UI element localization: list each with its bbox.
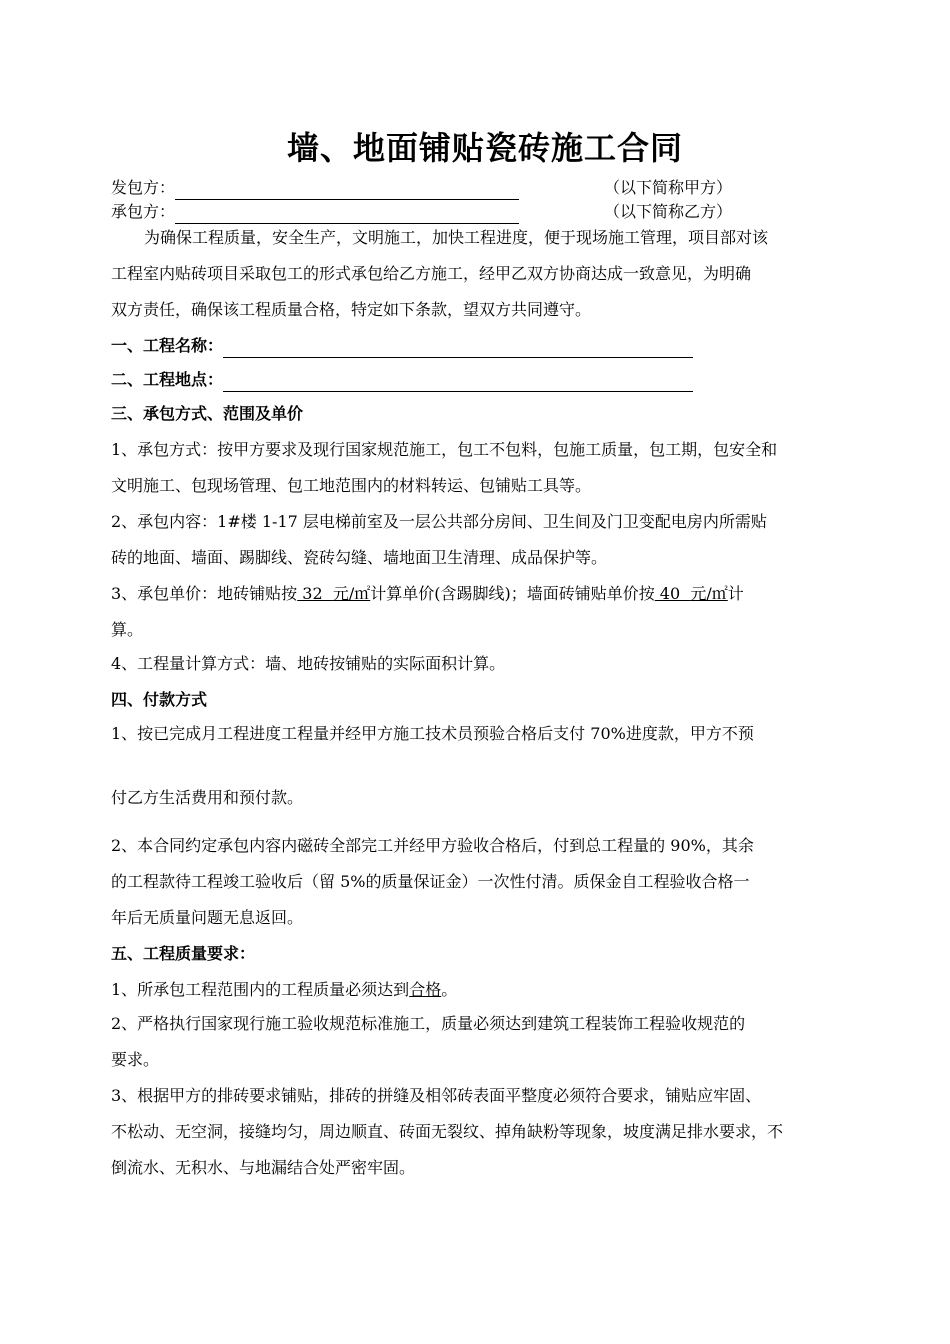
unit-price-middle: 计算单价(含踢脚线)；墙面砖铺贴单价按: [370, 584, 655, 603]
project-location-blank[interactable]: [223, 372, 693, 392]
section-3-item-4: 4、工程量计算方式：墙、地砖按铺贴的实际面积计算。: [111, 654, 506, 673]
section-4-item-2-line-1: 2、本合同约定承包内容内磁砖全部完工并经甲方验收合格后，付到总工程量的 90%，其余: [111, 836, 754, 855]
section-3-item-1-line-2: 文明施工、包现场管理、包工地范围内的材料转运、包铺贴工具等。: [111, 476, 592, 495]
section-3-heading: 三、承包方式、范围及单价: [111, 404, 304, 423]
section-4-item-2-line-2: 的工程款待工程竣工验收后（留 5%的质量保证金）一次性付清。质保金自工程验收合格一: [111, 872, 750, 891]
project-name-blank[interactable]: [223, 338, 693, 358]
quality-suffix: 。: [441, 980, 458, 999]
section-3-item-3-line-1: [111, 582, 744, 606]
party-b-line: [111, 200, 519, 224]
wall-tile-price: 40: [654, 584, 691, 603]
document-title: 墙、地面铺贴瓷砖施工合同: [286, 129, 683, 167]
party-a-line: [111, 176, 519, 200]
intro-line-2: 工程室内贴砖项目采取包工的形式承包给乙方施工，经甲乙双方协商达成一致意见，为明确: [111, 264, 752, 283]
section-5-item-3-line-2: 不松动、无空洞，接缝均匀，周边顺直、砖面无裂纹、掉角缺粉等现象，坡度满足排水要求，不: [111, 1122, 784, 1141]
section-4-item-1-line-2: 付乙方生活费用和预付款。: [111, 788, 304, 807]
party-a-blank[interactable]: [175, 180, 519, 200]
project-name-label: 一、工程名称：: [111, 336, 224, 355]
section-4-item-2-line-3: 年后无质量问题无息返回。: [111, 908, 304, 927]
section-3-item-1-line-1: 1、承包方式：按甲方要求及现行国家规范施工，包工不包料，包施工质量，包工期，包安全和: [111, 440, 778, 459]
party-a-note: （以下简称甲方）: [604, 178, 733, 197]
quality-prefix: 1、所承包工程范围内的工程质量必须达到: [111, 980, 410, 999]
unit-price-suffix: 计: [727, 584, 744, 603]
floor-tile-unit: 元/㎡: [332, 584, 371, 603]
section-4-item-1-line-1: 1、按已完成月工程进度工程量并经甲方施工技术员预验合格后支付 70%进度款，甲方不预: [111, 724, 754, 743]
party-b-label: 承包方：: [111, 202, 176, 221]
floor-tile-price: 32: [297, 584, 333, 603]
section-5-item-3-line-3: 倒流水、无积水、与地漏结合处严密牢固。: [111, 1158, 416, 1177]
section-5-item-2-line-1: 2、严格执行国家现行施工验收规范标准施工，质量必须达到建筑工程装饰工程验收规范的: [111, 1014, 746, 1033]
section-5-item-1: [111, 978, 457, 1002]
wall-tile-unit: 元/㎡: [690, 584, 728, 603]
section-5-item-2-line-2: 要求。: [111, 1050, 160, 1069]
section-5-heading: 五、工程质量要求：: [111, 944, 256, 963]
section-4-heading: 四、付款方式: [111, 690, 208, 709]
section-3-item-3-line-2: 算。: [111, 620, 144, 639]
unit-price-prefix: 3、承包单价：地砖铺贴按: [111, 584, 298, 603]
intro-line-1: 为确保工程质量，安全生产，文明施工，加快工程进度，便于现场施工管理，项目部对该: [144, 228, 769, 247]
project-location-line: [111, 368, 693, 392]
section-5-item-3-line-1: 3、根据甲方的排砖要求铺贴，排砖的拼缝及相邻砖表面平整度必须符合要求，铺贴应牢固、: [111, 1086, 762, 1105]
quality-grade: 合格: [409, 980, 442, 999]
party-b-note: （以下简称乙方）: [604, 202, 733, 221]
party-a-label: 发包方：: [111, 178, 176, 197]
project-name-line: [111, 334, 693, 358]
party-b-blank[interactable]: [175, 204, 519, 224]
section-3-item-2-line-1: 2、承包内容：1#楼 1-17 层电梯前室及一层公共部分房间、卫生间及门卫变配电房内所需贴: [111, 512, 767, 531]
project-location-label: 二、工程地点：: [111, 370, 224, 389]
intro-line-3: 双方责任，确保该工程质量合格，特定如下条款，望双方共同遵守。: [111, 300, 592, 319]
section-3-item-2-line-2: 砖的地面、墙面、踢脚线、瓷砖勾缝、墙地面卫生清理、成品保护等。: [111, 548, 608, 567]
